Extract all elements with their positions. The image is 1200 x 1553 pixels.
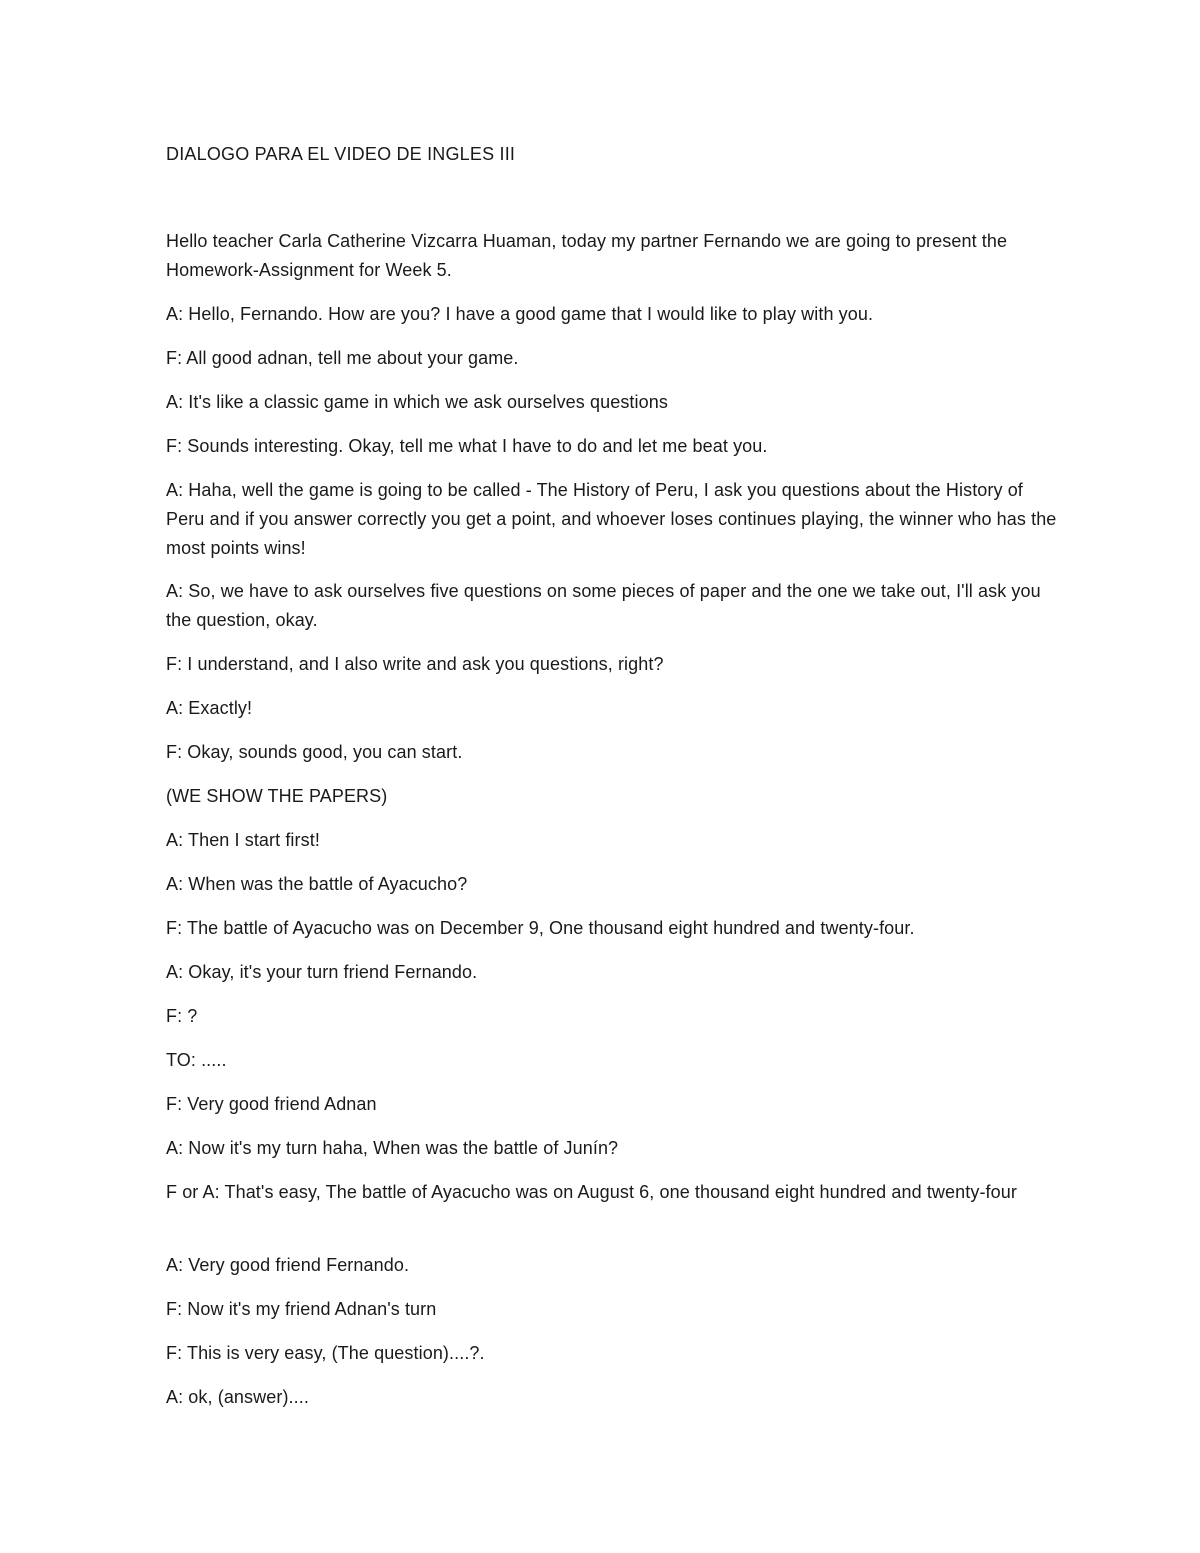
intro-paragraph: Hello teacher Carla Catherine Vizcarra Huaman, today my partner Fernando we are going to present the Homework-Assignment for Week 5. [166, 231, 1008, 280]
dialogue-line: A: So, we have to ask ourselves five questions on some pieces of paper and the one we take out, I'll ask you the question, okay. [166, 581, 1041, 630]
dialogue-line: F: Very good friend Adnan [166, 1094, 377, 1114]
dialogue-line: F: The battle of Ayacucho was on December 9, One thousand eight hundred and twenty-four. [166, 918, 915, 938]
dialogue-line: A: Then I start first! [166, 830, 320, 850]
dialogue-line: TO: ..... [166, 1050, 227, 1070]
dialogue-line: A: Exactly! [166, 698, 253, 718]
dialogue-line: A: When was the battle of Ayacucho? [166, 874, 468, 894]
dialogue-line: A: Okay, it's your turn friend Fernando. [166, 962, 478, 982]
dialogue-line: F: Now it's my friend Adnan's turn [166, 1299, 437, 1319]
document-title: DIALOGO PARA EL VIDEO DE INGLES III [166, 144, 516, 164]
dialogue-line: F or A: That's easy, The battle of Ayacucho was on August 6, one thousand eight hundred and twenty-four [166, 1182, 1017, 1202]
dialogue-line: F: Sounds interesting. Okay, tell me what I have to do and let me beat you. [166, 436, 768, 456]
dialogue-line: F: Okay, sounds good, you can start. [166, 742, 463, 762]
dialogue-line: A: Very good friend Fernando. [166, 1255, 410, 1275]
dialogue-line: F: All good adnan, tell me about your game. [166, 348, 519, 368]
dialogue-line: A: Haha, well the game is going to be called - The History of Peru, I ask you questions about the History of Peru and if you answer correctly you get a point, and whoever loses continues playing, the winner who has the most points wins! [166, 480, 1057, 558]
dialogue-line: F: ? [166, 1006, 198, 1026]
dialogue-line: A: Now it's my turn haha, When was the battle of Junín? [166, 1138, 619, 1158]
dialogue-line: F: This is very easy, (The question)....?. [166, 1343, 485, 1363]
dialogue-line: A: It's like a classic game in which we ask ourselves questions [166, 392, 668, 412]
stage-direction: (WE SHOW THE PAPERS) [166, 786, 388, 806]
dialogue-line: F: I understand, and I also write and ask you questions, right? [166, 654, 664, 674]
dialogue-line: A: ok, (answer).... [166, 1387, 309, 1407]
dialogue-line: A: Hello, Fernando. How are you? I have a good game that I would like to play with you. [166, 304, 874, 324]
